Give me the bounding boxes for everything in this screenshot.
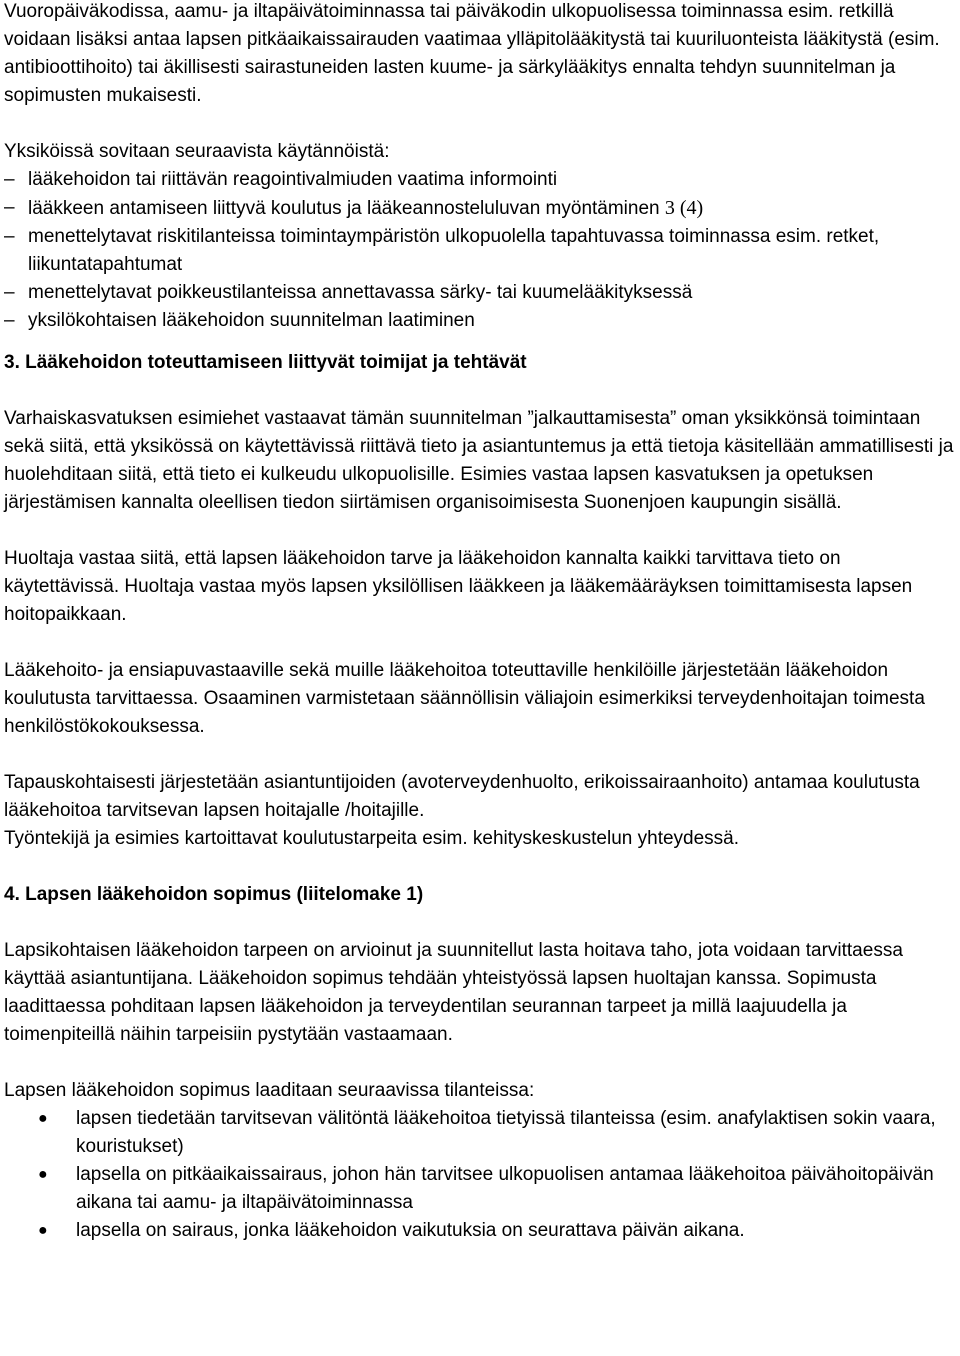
list-item <box>4 1217 956 1245</box>
section-3-paragraph-4b: Työntekijä ja esimies kartoittavat koulutustarpeita esim. kehityskeskustelun yhteydessä. <box>4 828 740 849</box>
spacer <box>4 853 956 881</box>
spacer <box>4 335 956 349</box>
spacer <box>4 909 956 937</box>
section-3-paragraph-1: Varhaiskasvatuksen esimiehet vastaavat tämän suunnitelman ”jalkauttamisesta” oman yksikkönsä toimintaan sekä siitä, että yksikössä on käytettävissä riittävä tieto ja asiantuntemus ja että tietoja käsitellään ammatillisesti ja huolehditaan siitä, että tieto ei kulkeudu ulkopuolisille. Esimies vastaa lapsen kasvatuksen ja opetuksen järjestämisen kannalta oleellisen tiedon siirtämisen organisoimisesta Suonenjoen kaupungin sisällä. <box>4 408 954 513</box>
spacer <box>4 629 956 657</box>
practices-intro: Yksiköissä sovitaan seuraavista käytännöistä: <box>4 141 390 162</box>
spacer <box>4 377 956 405</box>
situations-list <box>4 1105 956 1245</box>
dash-marker: – <box>4 197 15 218</box>
list-item-text: lapsen tiedetään tarvitsevan välitöntä lääkehoitoa tietyissä tilanteissa (esim. anafylaktisen sokin vaara, kouristukset) <box>76 1108 936 1157</box>
list-item-text: lapsella on pitkäaikaissairaus, johon hän tarvitsee ulkopuolisen antamaa lääkehoitoa päivähoitopäivän aikana tai aamu- ja iltapäivätoiminnassa <box>76 1164 934 1213</box>
list-item-text: lääkehoidon tai riittävän reagointivalmiuden vaatima informointi <box>28 169 558 190</box>
section-4-heading: 4. Lapsen lääkehoidon sopimus (liitelomake 1) <box>4 884 424 905</box>
bullet-icon: ● <box>38 1166 48 1183</box>
list-item <box>4 307 956 335</box>
intro-paragraph: Vuoropäiväkodissa, aamu- ja iltapäivätoiminnassa tai päiväkodin ulkopuolisessa toiminnassa esim. retkillä voidaan lisäksi antaa lapsen pitkäaikaissairauden vaatimaa ylläpitolääkitystä tai kuuriluonteista lääkitystä (esim. antibioottihoito) tai äkillisesti sairastuneiden lasten kuume- ja särkylääkitys ennalta tehdyn suunnitelman ja sopimusten mukaisesti. <box>4 1 940 106</box>
page-number: 3 (4) <box>664 197 704 219</box>
list-item <box>4 223 956 279</box>
spacer <box>4 1049 956 1077</box>
list-item-text: lääkkeen antamiseen liittyvä koulutus ja lääkeannosteluluvan myöntäminen <box>28 198 660 219</box>
section-4-paragraph-1: Lapsikohtaisen lääkehoidon tarpeen on arvioinut ja suunnitellut lasta hoitava taho, jota voidaan tarvittaessa käyttää asiantuntijana. Lääkehoidon sopimus tehdään yhteistyössä lapsen huoltajan kanssa. Sopimusta laadittaessa pohditaan lapsen lääkehoidon ja terveydentilan seurannan tarpeet ja millä laajuudella ja toimenpiteillä näihin tarpeisiin pystytään vastaamaan. <box>4 940 903 1045</box>
list-item <box>4 1161 956 1217</box>
list-item-text: yksilökohtaisen lääkehoidon suunnitelman laatiminen <box>28 310 475 331</box>
bullet-icon: ● <box>38 1222 48 1239</box>
list-item-text: menettelytavat riskitilanteissa toimintaympäristön ulkopuolella tapahtuvassa toiminnassa esim. retket, liikuntatapahtumat <box>28 226 880 275</box>
list-item-text-wrap <box>28 194 956 223</box>
spacer <box>4 517 956 545</box>
spacer <box>4 110 956 138</box>
section-4-list-intro: Lapsen lääkehoidon sopimus laaditaan seuraavissa tilanteissa: <box>4 1080 535 1101</box>
section-3-heading: 3. Lääkehoidon toteuttamiseen liittyvät toimijat ja tehtävät <box>4 352 527 373</box>
spacer <box>4 741 956 769</box>
document-page <box>4 0 956 1245</box>
dash-marker: – <box>4 226 15 247</box>
dash-marker: – <box>4 310 15 331</box>
dash-marker: – <box>4 282 15 303</box>
bullet-icon: ● <box>38 1110 48 1127</box>
practices-list <box>4 166 956 335</box>
list-item <box>4 279 956 307</box>
list-item-text: menettelytavat poikkeustilanteissa annettavassa särky- tai kuumelääkityksessä <box>28 282 693 303</box>
list-item <box>4 1105 956 1161</box>
list-item-text: lapsella on sairaus, jonka lääkehoidon vaikutuksia on seurattava päivän aikana. <box>76 1220 745 1241</box>
section-3-paragraph-3: Lääkehoito- ja ensiapuvastaaville sekä muille lääkehoitoa toteuttaville henkilöille järjestetään lääkehoidon koulutusta tarvittaessa. Osaaminen varmistetaan säännöllisin väliajoin esimerkiksi terveydenhoitajan toimesta henkilöstökokouksessa. <box>4 660 925 737</box>
dash-marker: – <box>4 169 15 190</box>
section-3-paragraph-2: Huoltaja vastaa siitä, että lapsen lääkehoidon tarve ja lääkehoidon kannalta kaikki tarvittava tieto on käytettävissä. Huoltaja vastaa myös lapsen yksilöllisen lääkkeen ja lääkemääräyksen toimittamisesta lapsen hoitopaikkaan. <box>4 548 913 625</box>
section-3-paragraph-4a: Tapauskohtaisesti järjestetään asiantuntijoiden (avoterveydenhuolto, erikoissairaanhoito) antamaa koulutusta lääkehoitoa tarvitsevan lapsen hoitajalle /hoitajille. <box>4 772 920 821</box>
list-item <box>4 166 956 194</box>
list-item <box>4 194 956 223</box>
